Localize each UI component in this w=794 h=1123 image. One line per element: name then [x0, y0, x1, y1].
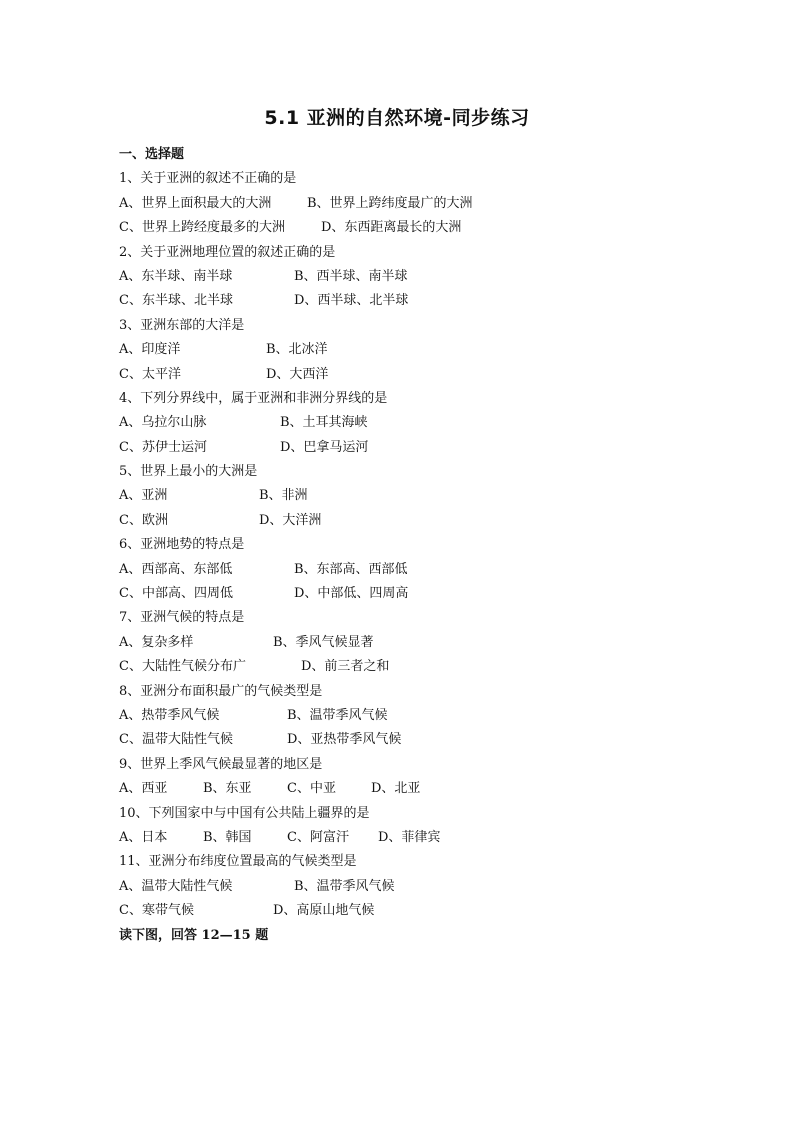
question-stem: 9、世界上季风气候最显著的地区是 [119, 756, 323, 772]
question-stem: 11、亚洲分布纬度位置最高的气候类型是 [119, 854, 357, 870]
question-stem: 5、世界上最小的大洲是 [119, 464, 258, 480]
question-stem: 3、亚洲东部的大洋是 [119, 317, 245, 333]
option-d: D、巴拿马运河 [280, 439, 369, 455]
option-row [119, 363, 719, 387]
option-b: B、世界上跨纬度最广的大洲 [307, 195, 473, 211]
question-stem: 4、下列分界线中，属于亚洲和非洲分界线的是 [119, 390, 388, 406]
exercise-content [119, 143, 719, 948]
option-b: B、北冰洋 [266, 342, 328, 358]
option-d: D、东西距离最长的大洲 [321, 220, 462, 236]
option-row [119, 265, 719, 289]
option-row [119, 411, 719, 435]
option-b: B、土耳其海峡 [280, 415, 368, 431]
option-row [119, 192, 719, 216]
option-a: A、印度洋 [119, 342, 181, 358]
option-d: D、北亚 [371, 781, 421, 797]
question-stem: 2、关于亚洲地理位置的叙述正确的是 [119, 244, 336, 260]
option-c: C、大陆性气候分布广 [119, 659, 246, 675]
option-b: B、温带季风气候 [287, 707, 388, 723]
option-row [119, 728, 719, 752]
option-c: C、欧洲 [119, 512, 168, 528]
option-c: C、阿富汗 [287, 829, 349, 845]
question-stem: 10、下列国家中与中国有公共陆上疆界的是 [119, 805, 370, 821]
question-stem: 8、亚洲分布面积最广的气候类型是 [119, 683, 323, 699]
option-row [119, 631, 719, 655]
option-a: A、热带季风气候 [119, 707, 220, 723]
option-row [119, 509, 719, 533]
option-a: A、亚洲 [119, 488, 168, 504]
option-a: A、日本 [119, 829, 168, 845]
figure-prompt: 读下图，回答 12—15 题 [119, 927, 269, 943]
option-b: B、温带季风气候 [294, 878, 395, 894]
option-d: D、大洋洲 [259, 512, 322, 528]
option-a: A、东半球、南半球 [119, 268, 233, 284]
question-stem: 1、关于亚洲的叙述不正确的是 [119, 171, 297, 187]
option-b: B、东部高、西部低 [294, 561, 408, 577]
option-d: D、前三者之和 [301, 659, 390, 675]
option-row [119, 484, 719, 508]
option-c: C、太平洋 [119, 366, 181, 382]
option-b: B、东亚 [203, 781, 252, 797]
option-row [119, 899, 719, 923]
option-row [119, 777, 719, 801]
option-a: A、西部高、东部低 [119, 561, 233, 577]
option-b: B、西半球、南半球 [294, 268, 408, 284]
option-row [119, 875, 719, 899]
option-b: B、非洲 [259, 488, 308, 504]
option-row [119, 216, 719, 240]
option-row [119, 582, 719, 606]
option-d: D、西半球、北半球 [294, 293, 409, 309]
option-c: C、寒带气候 [119, 903, 194, 919]
option-row [119, 655, 719, 679]
option-a: A、乌拉尔山脉 [119, 415, 207, 431]
option-row [119, 436, 719, 460]
question-stem: 6、亚洲地势的特点是 [119, 537, 245, 553]
option-b: B、韩国 [203, 829, 252, 845]
option-c: C、世界上跨经度最多的大洲 [119, 220, 285, 236]
option-d: D、大西洋 [266, 366, 329, 382]
option-d: D、中部低、四周高 [294, 586, 409, 602]
question-stem: 7、亚洲气候的特点是 [119, 610, 245, 626]
option-d: D、高原山地气候 [273, 903, 375, 919]
option-row [119, 289, 719, 313]
option-c: C、温带大陆性气候 [119, 732, 233, 748]
option-row [119, 558, 719, 582]
option-d: D、菲律宾 [378, 829, 441, 845]
option-c: C、苏伊士运河 [119, 439, 207, 455]
option-b: B、季风气候显著 [273, 634, 374, 650]
option-c: C、中亚 [287, 781, 336, 797]
option-row [119, 704, 719, 728]
option-c: C、中部高、四周低 [119, 586, 233, 602]
option-row [119, 826, 719, 850]
option-a: A、温带大陆性气候 [119, 878, 233, 894]
section-heading: 一、选择题 [119, 147, 185, 162]
option-row [119, 338, 719, 362]
option-a: A、复杂多样 [119, 634, 194, 650]
page-title: 5.1 亚洲的自然环境-同步练习 [264, 107, 530, 129]
option-c: C、东半球、北半球 [119, 293, 233, 309]
option-d: D、亚热带季风气候 [287, 732, 402, 748]
option-a: A、世界上面积最大的大洲 [119, 195, 272, 211]
option-a: A、西亚 [119, 781, 168, 797]
